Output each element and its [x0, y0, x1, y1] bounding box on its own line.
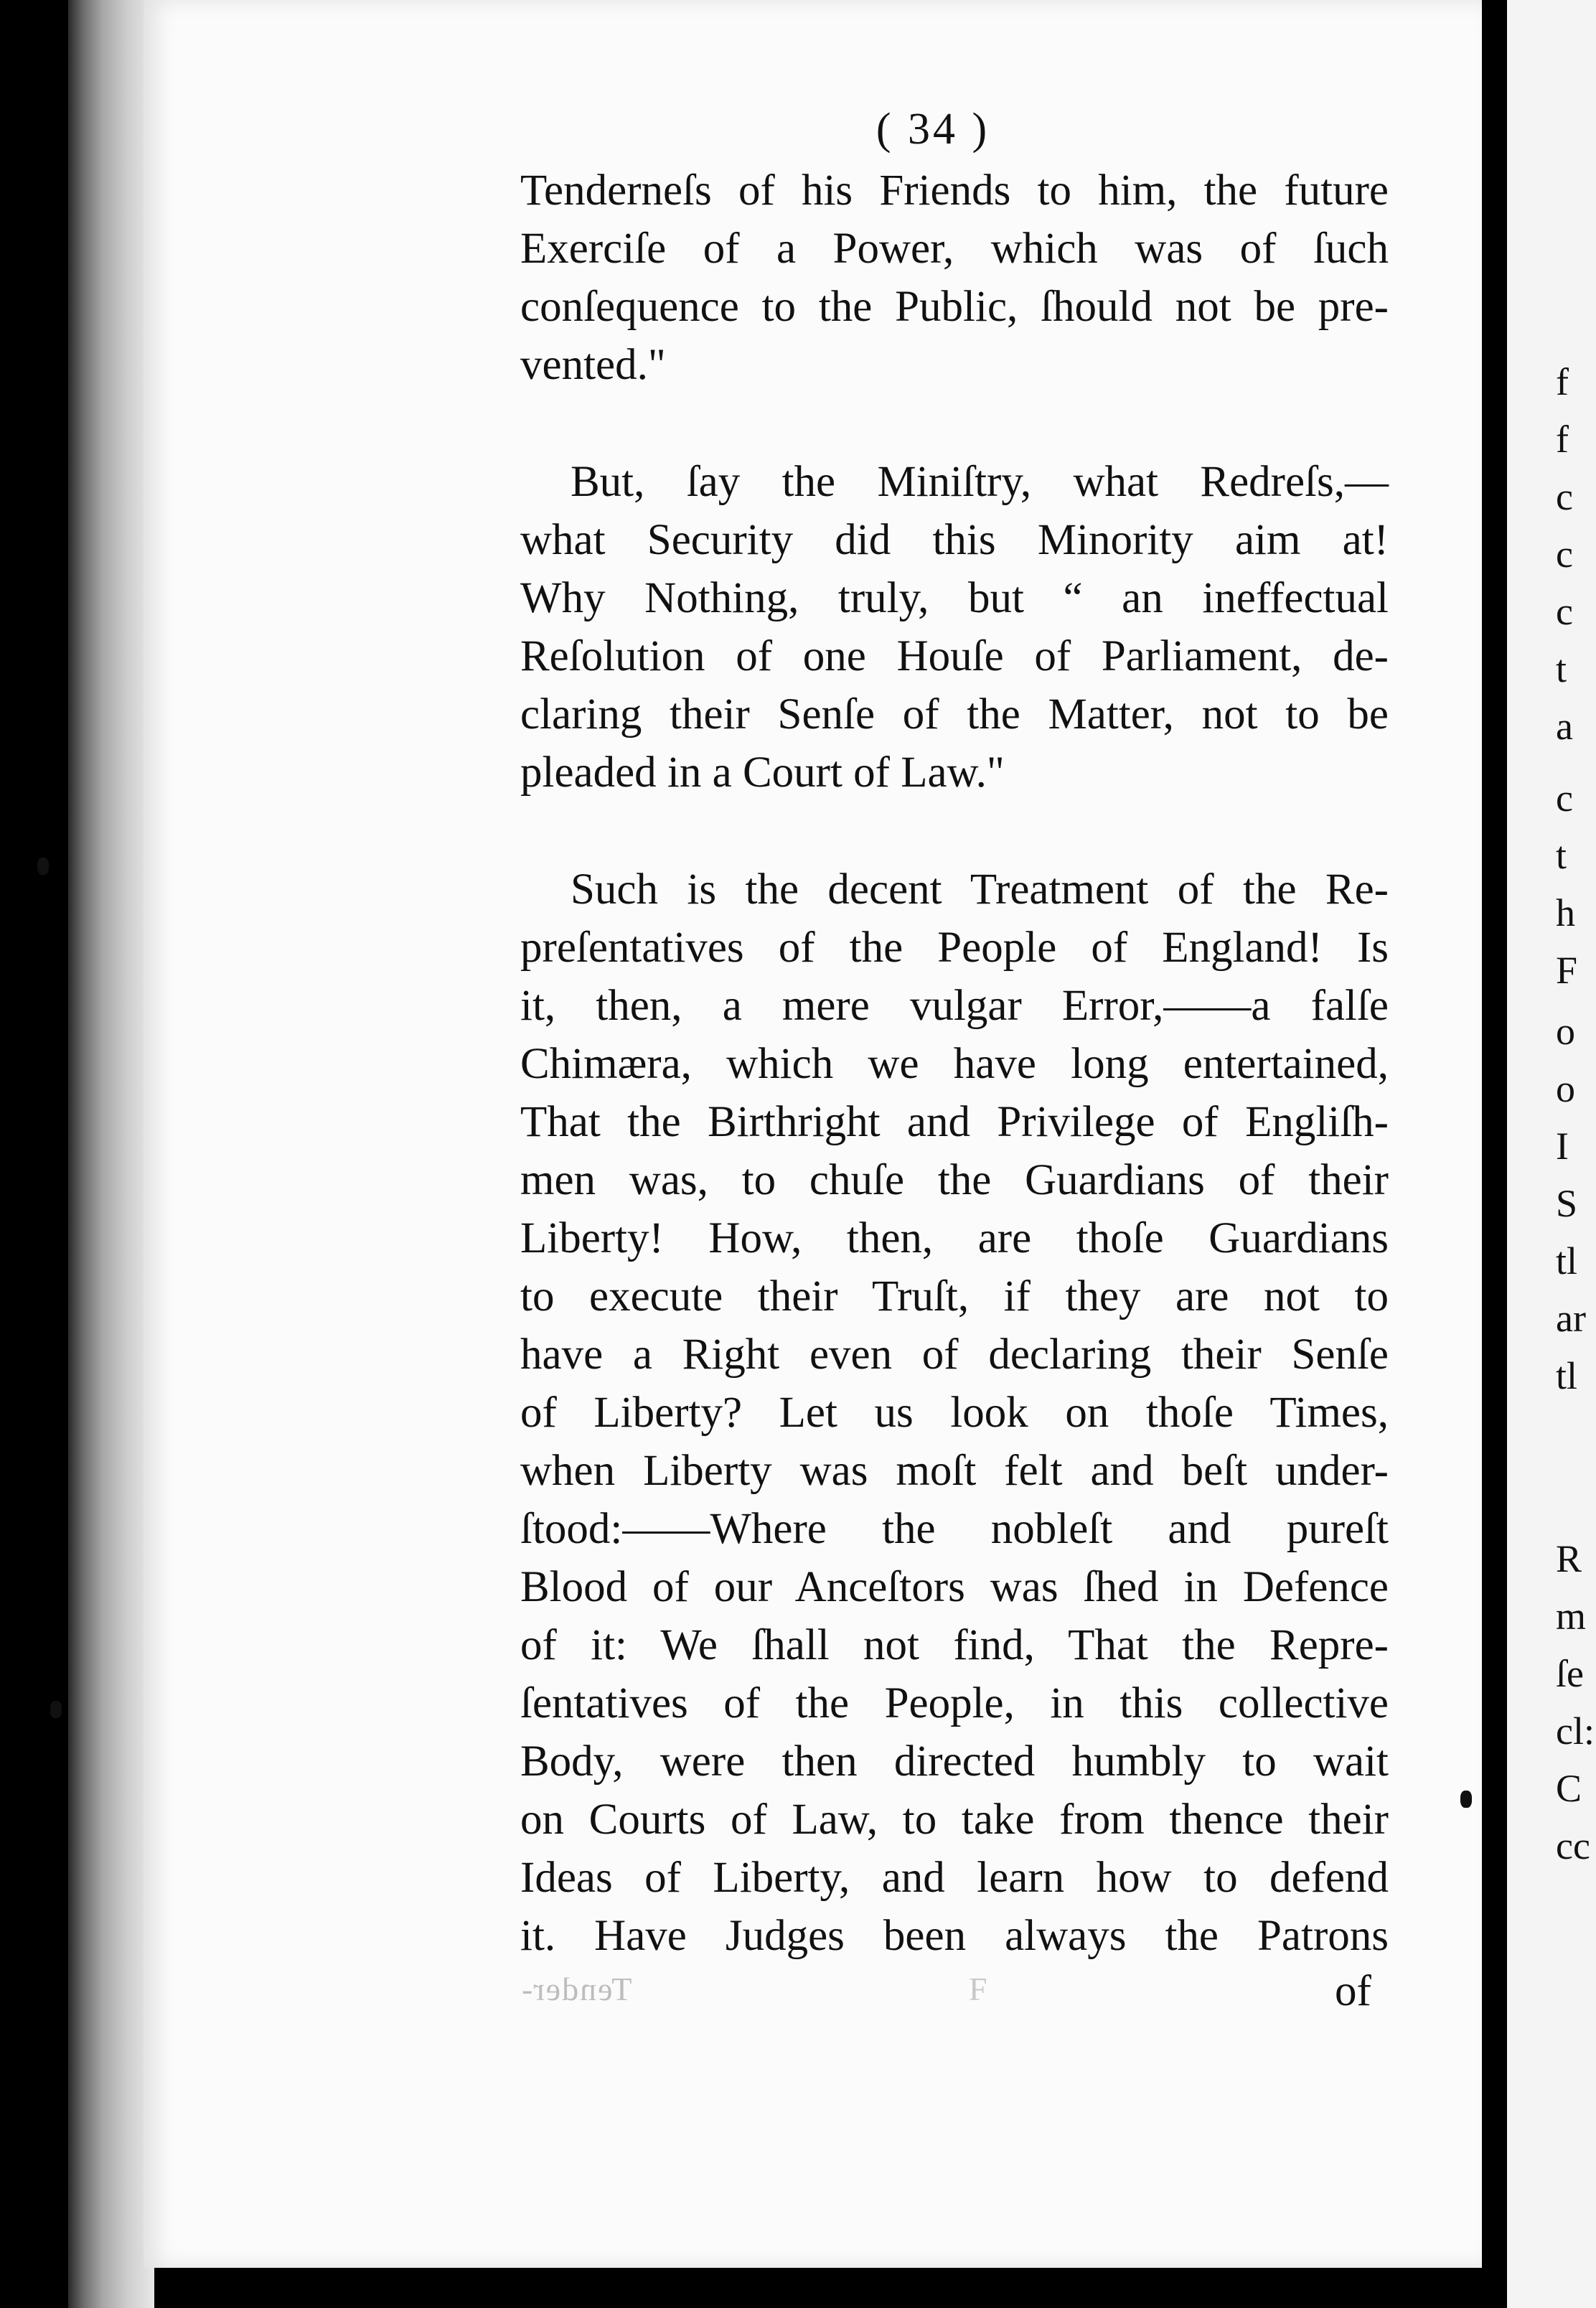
text-line: what Security did this Minority aim at!	[520, 516, 1389, 564]
body-text	[520, 161, 1389, 1965]
text-line: of it: We ſhall not find, That the Repre-	[520, 1621, 1389, 1669]
fragment: S	[1556, 1182, 1578, 1225]
text-line: on Courts of Law, to take from thence their	[520, 1796, 1389, 1844]
fragment: ſe	[1556, 1652, 1584, 1695]
text-line: Why Nothing, truly, but “ an ineffectual	[520, 574, 1389, 622]
fragment: c	[1556, 590, 1573, 633]
text-line: Ideas of Liberty, and learn how to defend	[520, 1854, 1389, 1902]
ink-speck	[50, 1701, 62, 1718]
bleed-through-text: Tender-	[520, 1971, 632, 2007]
fragment: m	[1556, 1595, 1587, 1638]
text-line: Chimæra, which we have long entertained,	[520, 1040, 1389, 1088]
fragment: c	[1556, 533, 1573, 576]
fragment: C	[1556, 1767, 1582, 1810]
text-line: claring their Senſe of the Matter, not to be	[520, 690, 1389, 738]
text-line: of Liberty? Let us look on thoſe Times,	[520, 1389, 1389, 1437]
page-edge-shadow	[1482, 0, 1508, 2308]
text-line: ſtood:——Where the nobleſt and pureſt	[520, 1505, 1389, 1553]
fragment: o	[1556, 1010, 1575, 1053]
bleed-through-mark: F	[969, 1971, 987, 2007]
fragment: h	[1556, 891, 1575, 934]
text-line: Tenderneſs of his Friends to him, the future	[520, 166, 1389, 215]
text-line: Blood of our Anceſtors was ſhed in Defence	[520, 1563, 1389, 1611]
fragment: cc	[1556, 1824, 1590, 1867]
fragment: tl	[1556, 1239, 1578, 1282]
text-line: Reſolution of one Houſe of Parliament, de-	[520, 632, 1389, 680]
fragment: a	[1556, 705, 1573, 748]
fragment: F	[1556, 949, 1578, 992]
text-line: pleaded in a Court of Law."	[520, 749, 1005, 797]
text-line: preſentatives of the People of England! Is	[520, 924, 1389, 972]
text-line: Liberty! How, then, are thoſe Guardians	[520, 1214, 1389, 1262]
text-line: when Liberty was moſt felt and beſt under-	[520, 1447, 1389, 1495]
fragment: f	[1556, 360, 1569, 403]
page-number: ( 34 )	[876, 105, 990, 154]
ink-speck	[37, 858, 49, 875]
text-line: have a Right even of declaring their Senſe	[520, 1331, 1389, 1379]
fragment: c	[1556, 777, 1573, 820]
text-line: vented."	[520, 341, 666, 389]
text-line: conſequence to the Public, ſhould not be pre-	[520, 283, 1389, 331]
text-line: to execute their Truſt, if they are not to	[520, 1272, 1389, 1320]
fragment: I	[1556, 1125, 1569, 1168]
text-line: it, then, a mere vulgar Error,——a falſe	[520, 982, 1389, 1030]
text-line: Body, were then directed humbly to wait	[520, 1737, 1389, 1786]
text-line: Exerciſe of a Power, which was of ſuch	[520, 225, 1389, 273]
text-line: men was, to chuſe the Guardians of their	[520, 1156, 1389, 1204]
catchword: of	[1335, 1967, 1371, 2015]
fragment: ar	[1556, 1297, 1586, 1340]
fragment: c	[1556, 475, 1573, 518]
fragment: R	[1556, 1537, 1582, 1580]
left-gutter	[68, 0, 154, 2308]
fragment: o	[1556, 1067, 1575, 1110]
fragment: f	[1556, 418, 1569, 461]
text-line: ſentatives of the People, in this collective	[520, 1679, 1389, 1727]
text-line: But, ſay the Miniſtry, what Redreſs,—	[571, 458, 1389, 506]
fragment: tl	[1556, 1354, 1578, 1397]
ink-speck	[1460, 1791, 1472, 1808]
facing-page-fragments	[1556, 0, 1596, 2308]
fragment: cl:	[1556, 1709, 1595, 1753]
fragment: t	[1556, 647, 1567, 690]
text-line: Such is the decent Treatment of the Re-	[571, 866, 1389, 914]
text-line: That the Birthright and Privilege of Engliſh-	[520, 1098, 1389, 1146]
fragment: t	[1556, 834, 1567, 877]
text-line: it. Have Judges been always the Patrons	[520, 1912, 1389, 1960]
